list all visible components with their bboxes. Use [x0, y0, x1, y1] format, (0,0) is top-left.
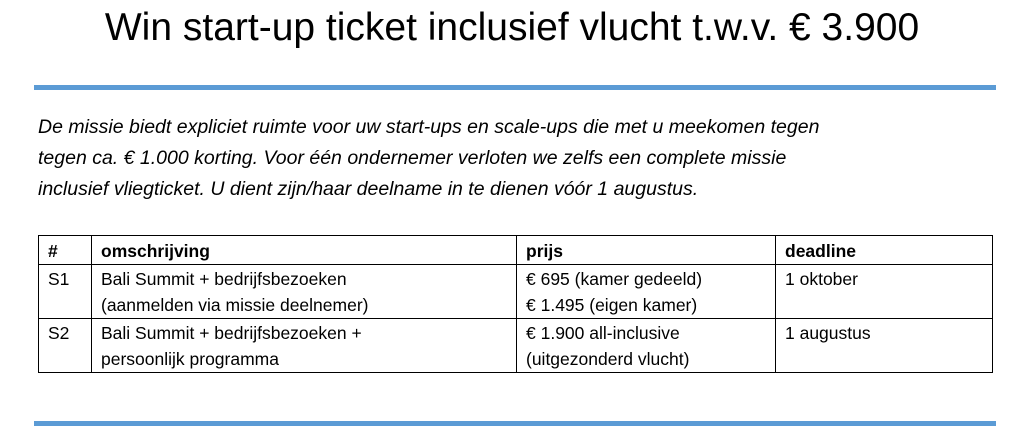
- intro-line: inclusief vliegticket. U dient zijn/haar deelname in te dienen vóór 1 augustus.: [38, 178, 699, 200]
- table-row: [39, 265, 993, 319]
- description-line: Bali Summit + bedrijfsbezoeken +: [101, 323, 362, 343]
- table-header-row: [39, 236, 993, 265]
- header-deadline: deadline: [776, 236, 993, 265]
- description-line: persoonlijk programma: [101, 349, 279, 369]
- intro-line: De missie biedt expliciet ruimte voor uw start-ups en scale-ups die met u meekomen tegen: [38, 116, 820, 138]
- price-line: € 1.900 all-inclusive: [526, 323, 680, 343]
- cell-deadline: 1 augustus: [776, 319, 993, 373]
- bottom-divider: [34, 421, 996, 426]
- price-line: € 1.495 (eigen kamer): [526, 295, 698, 315]
- price-line: € 695 (kamer gedeeld): [526, 269, 703, 289]
- top-divider: [34, 85, 996, 90]
- header-number: #: [39, 236, 92, 265]
- description-line: (aanmelden via missie deelnemer): [101, 295, 369, 315]
- cell-price: [517, 319, 776, 373]
- ticket-table: [38, 235, 993, 373]
- description-line: Bali Summit + bedrijfsbezoeken: [101, 269, 347, 289]
- intro-paragraph: [38, 112, 998, 205]
- header-description: omschrijving: [92, 236, 517, 265]
- cell-deadline: 1 oktober: [776, 265, 993, 319]
- price-line: (uitgezonderd vlucht): [526, 349, 690, 369]
- cell-price: [517, 265, 776, 319]
- cell-id: S2: [39, 319, 92, 373]
- intro-line: tegen ca. € 1.000 korting. Voor één ondernemer verloten we zelfs een complete missie: [38, 147, 787, 169]
- table-row: [39, 319, 993, 373]
- cell-id: S1: [39, 265, 92, 319]
- page-title: Win start-up ticket inclusief vlucht t.w.v. € 3.900: [104, 6, 920, 49]
- cell-description: [92, 265, 517, 319]
- cell-description: [92, 319, 517, 373]
- header-price: prijs: [517, 236, 776, 265]
